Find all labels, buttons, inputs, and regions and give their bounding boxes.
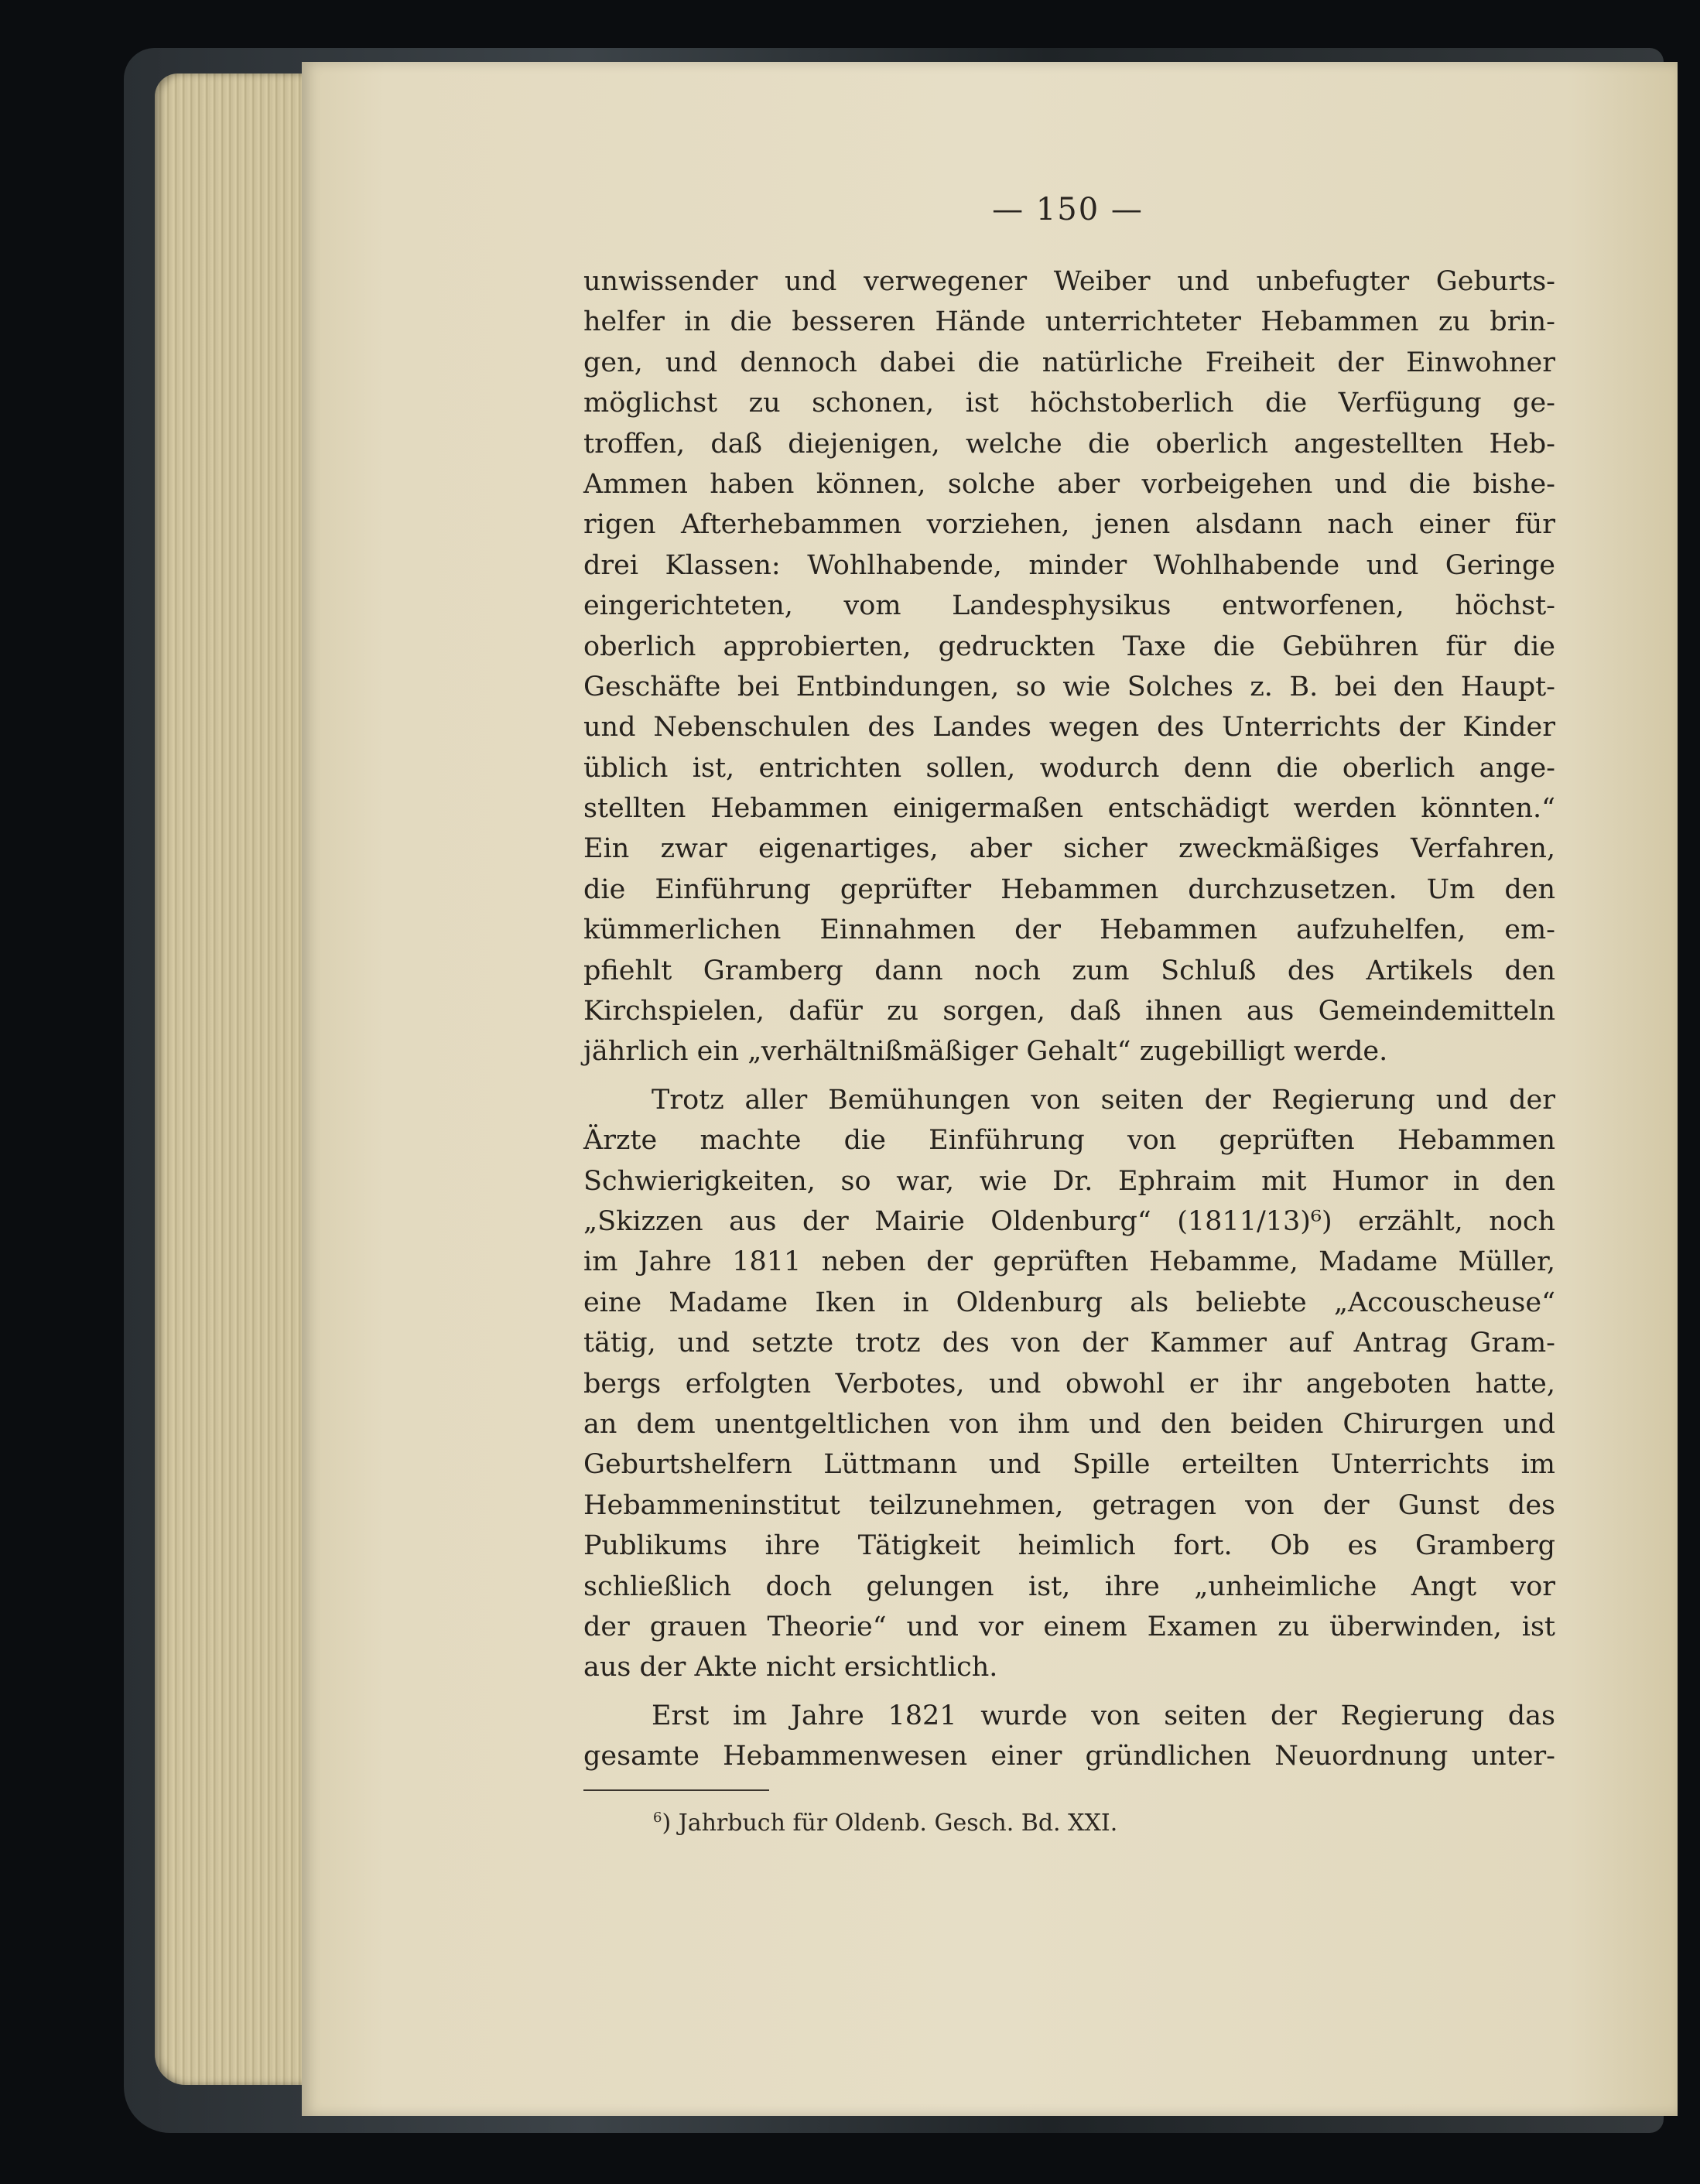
text-line: eine Madame Iken in Oldenburg als beliebte „Accouscheuse“	[583, 1287, 1555, 1318]
text-line: gesamte Hebammenwesen einer gründlichen Neuordnung unter-	[583, 1741, 1555, 1772]
text-line: gen, und dennoch dabei die natürliche Freiheit der Einwohner	[583, 347, 1555, 378]
paragraph-gap	[583, 1688, 1555, 1696]
text-line: stellten Hebammen einigermaßen entschädigt werden könnten.“	[583, 793, 1555, 825]
text-line: Hebammeninstitut teilzunehmen, getragen von der Gunst des	[583, 1489, 1555, 1521]
text-line: Schwierigkeiten, so war, wie Dr. Ephraim mit Humor in den	[583, 1165, 1555, 1197]
paragraph	[583, 1696, 1555, 1777]
text-line: möglichst zu schonen, ist höchstoberlich die Verfügung ge-	[583, 388, 1555, 419]
page-edges	[155, 73, 310, 2085]
text-line: Ärzte machte die Einführung von geprüften Hebammen	[583, 1125, 1555, 1157]
text-line: der grauen Theorie“ und vor einem Examen zu überwinden, ist	[583, 1611, 1555, 1642]
page-number: — 150 —	[992, 192, 1144, 227]
text-line: schließlich doch gelungen ist, ihre „unheimliche Angt vor	[583, 1570, 1555, 1602]
text-line: tätig, und setzte trotz des von der Kammer auf Antrag Gram-	[583, 1328, 1555, 1359]
text-line: „Skizzen aus der Mairie Oldenburg“ (1811/13)⁶) erzählt, noch	[583, 1205, 1555, 1237]
text-line: oberlich approbierten, gedruckten Taxe die Gebühren für die	[583, 631, 1555, 662]
text-line: Geburtshelfern Lüttmann und Spille erteilten Unterrichts im	[583, 1449, 1555, 1481]
text-line: Trotz aller Bemühungen von seiten der Regierung und der	[652, 1084, 1555, 1116]
text-line: kümmerlichen Einnahmen der Hebammen aufzuhelfen, em-	[583, 914, 1555, 946]
text-line: unwissender und verwegener Weiber und unbefugter Geburts-	[583, 266, 1555, 297]
text-line: troffen, daß diejenigen, welche die oberlich angestellten Heb-	[583, 428, 1555, 460]
paragraph-gap	[583, 1072, 1555, 1080]
footnote	[653, 1801, 1349, 1835]
text-line: Ammen haben können, solche aber vorbeigehen und die bishe-	[583, 468, 1555, 500]
text-line: rigen Afterhebammen vorziehen, jenen alsdann nach einer für	[583, 509, 1555, 541]
text-line: die Einführung geprüfter Hebammen durchzusetzen. Um den	[583, 873, 1555, 905]
footnote-marker: 6	[653, 1810, 662, 1826]
text-line: aus der Akte nicht ersichtlich.	[583, 1652, 998, 1683]
paragraph	[583, 1080, 1555, 1688]
text-line: üblich ist, entrichten sollen, wodurch denn die oberlich ange-	[583, 752, 1555, 784]
footnote-rule	[583, 1789, 769, 1791]
text-line: drei Klassen: Wohlhabende, minder Wohlhabende und Geringe	[583, 549, 1555, 581]
text-line: Erst im Jahre 1821 wurde von seiten der Regierung das	[652, 1700, 1555, 1731]
text-line: pfiehlt Gramberg dann noch zum Schluß des Artikels den	[583, 955, 1555, 986]
text-line: Publikums ihre Tätigkeit heimlich fort. Ob es Gramberg	[583, 1530, 1555, 1562]
text-line: helfer in die besseren Hände unterrichteter Hebammen zu brin-	[583, 306, 1555, 338]
text-line: Kirchspielen, dafür zu sorgen, daß ihnen aus Gemeindemitteln	[583, 996, 1555, 1027]
text-line: jährlich ein „verhältnißmäßiger Gehalt“ zugebilligt werde.	[583, 1036, 1388, 1068]
text-line: an dem unentgeltlichen von ihm und den beiden Chirurgen und	[583, 1408, 1555, 1440]
text-line: Geschäfte bei Entbindungen, so wie Solches z. B. bei den Haupt-	[583, 671, 1555, 702]
paragraph	[583, 261, 1555, 1072]
text-line: im Jahre 1811 neben der geprüften Hebamme, Madame Müller,	[583, 1246, 1555, 1278]
footnote-text: ) Jahrbuch für Oldenb. Gesch. Bd. XXI.	[662, 1810, 1118, 1837]
text-line: Ein zwar eigenartiges, aber sicher zweckmäßiges Verfahren,	[583, 833, 1555, 865]
text-line: bergs erfolgten Verbotes, und obwohl er ihr angeboten hatte,	[583, 1368, 1555, 1400]
text-line: und Nebenschulen des Landes wegen des Unterrichts der Kinder	[583, 712, 1555, 743]
text-line: eingerichteten, vom Landesphysikus entworfenen, höchst-	[583, 590, 1555, 622]
body-text	[583, 261, 1555, 1776]
